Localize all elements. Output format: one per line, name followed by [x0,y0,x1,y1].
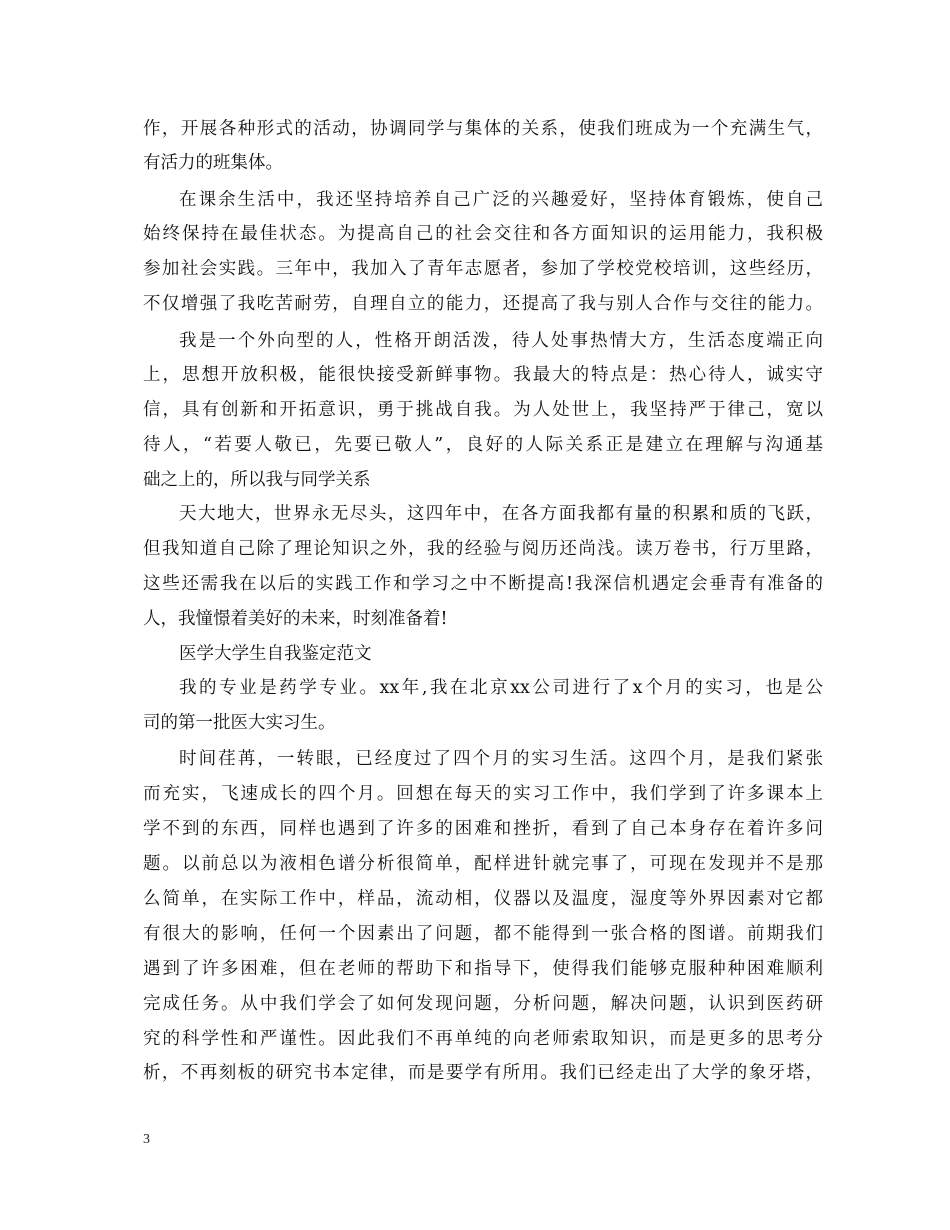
text-line: 作，开展各种形式的活动，协调同学与集体的关系，使我们班成为一个充满生气， [143,119,823,139]
text-line: 不仅增强了我吃苦耐劳，自理自立的能力，还提高了我与别人合作与交往的能力。 [143,294,823,314]
text-line: 析，不再刻板的研究书本定律，而是要学有所用。我们已经走出了大学的象牙塔， [143,1063,823,1083]
text-line: 完成任务。从中我们学会了如何发现问题，分析问题，解决问题，认识到医药研 [143,994,823,1014]
text-line: 题。以前总以为液相色谱分析很简单，配样进针就完事了，可现在发现并不是那 [143,854,823,874]
paragraph-start-line: 我的专业是药学专业。xx年,我在北京xx公司进行了x个月的实习，也是公 [179,678,823,698]
text-line: 始终保持在最佳状态。为提高自己的社会交往和各方面知识的运用能力，我积极 [143,224,823,244]
text-line: 础之上的，所以我与同学关系 [143,470,371,490]
text-line: 但我知道自己除了理论知识之外，我的经验与阅历还尚浅。读万卷书，行万里路， [143,539,823,559]
text-line: 究的科学性和严谨性。因此我们不再单纯的向老师索取知识，而是更多的思考分 [143,1029,823,1049]
text-line: 么简单，在实际工作中，样品，流动相，仪器以及温度，湿度等外界因素对它都 [143,889,823,909]
text-line: 上，思想开放积极，能很快接受新鲜事物。我最大的特点是：热心待人，诚实守 [143,365,823,385]
text-line: 信，具有创新和开拓意识，勇于挑战自我。为人处世上，我坚持严于律己，宽以 [143,400,823,420]
paragraph-start-line: 我是一个外向型的人，性格开朗活泼，待人处事热情大方，生活态度端正向 [179,331,823,351]
text-line: 有活力的班集体。 [143,153,283,173]
text-line: 这些还需我在以后的实践工作和学习之中不断提高!我深信机遇定会垂青有准备的 [143,574,823,594]
section-heading: 医学大学生自我鉴定范文 [179,644,372,664]
text-line: 参加社会实践。三年中，我加入了青年志愿者，参加了学校党校培训，这些经历， [143,259,823,279]
paragraph-start-line: 在课余生活中，我还坚持培养自己广泛的兴趣爱好，坚持体育锻炼，使自己 [179,190,823,210]
text-line: 待人，“若要人敬已，先要已敬人”，良好的人际关系正是建立在理解与沟通基 [143,435,823,455]
paragraph-start-line: 时间荏苒，一转眼，已经度过了四个月的实习生活。这四个月，是我们紧张 [179,749,823,769]
paragraph-start-line: 天大地大，世界永无尽头，这四年中，在各方面我都有量的积累和质的飞跃， [179,504,823,524]
text-line: 而充实，飞速成长的四个月。回想在每天的实习工作中，我们学到了许多课本上 [143,784,823,804]
text-line: 有很大的影响，任何一个因素出了问题，都不能得到一张合格的图谱。前期我们 [143,924,823,944]
text-line: 人，我憧憬着美好的未来，时刻准备着! [143,609,448,629]
page-number: 3 [143,1132,150,1147]
text-line: 遇到了许多困难，但在老师的帮助下和指导下，使得我们能够克服种种困难顺利 [143,959,823,979]
text-line: 学不到的东西，同样也遇到了许多的困难和挫折，看到了自己本身存在着许多问 [143,819,823,839]
text-line: 司的第一批医大实习生。 [143,713,336,733]
